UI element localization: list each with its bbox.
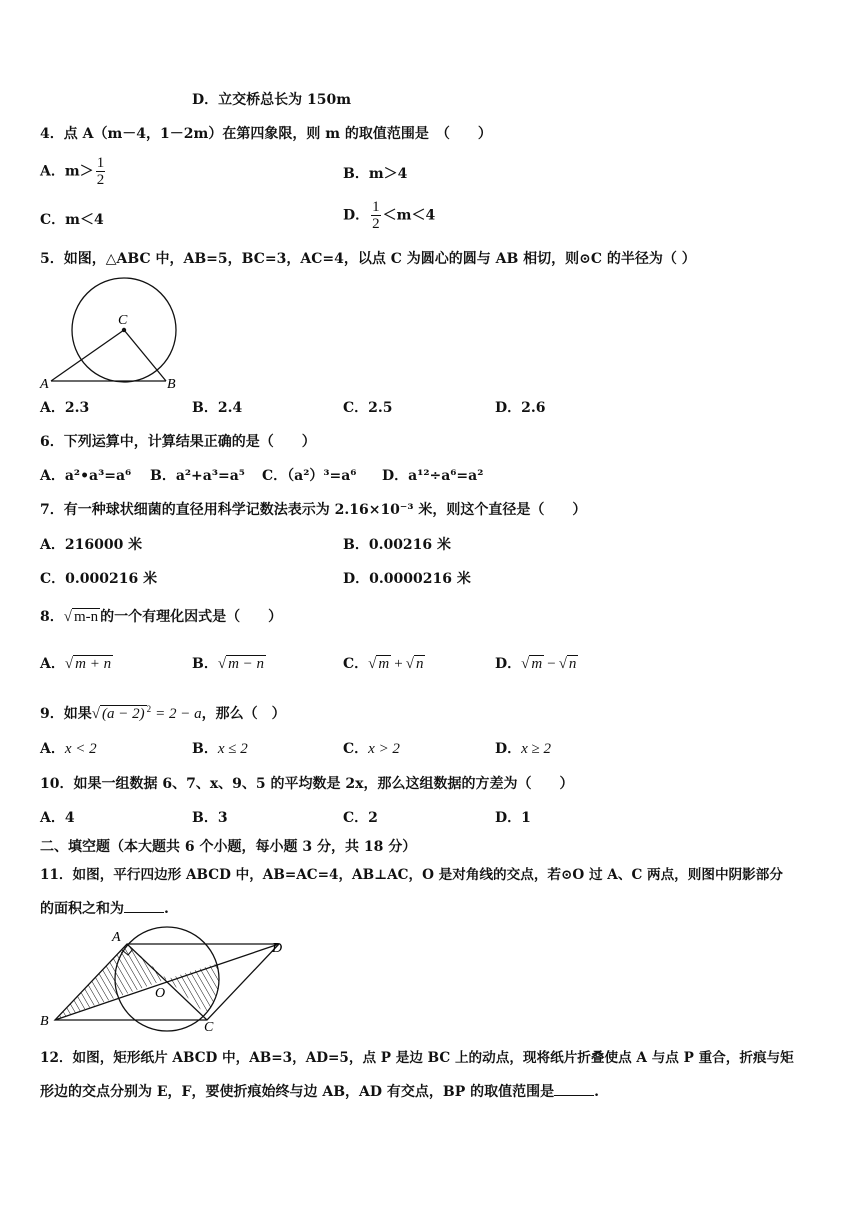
q11-label-a: A — [112, 930, 121, 945]
q6-option-a: A．a²•a³=a⁶ — [40, 468, 132, 484]
q11-label-o: O — [155, 986, 166, 1001]
q4-option-c: C．m＜4 — [40, 212, 104, 228]
q8-option-c-label: C． — [343, 656, 369, 672]
q8-option-d-radicand-2: n — [568, 656, 577, 672]
q4-option-a — [40, 155, 107, 188]
q5-stem: 5．如图，△ABC 中，AB=5，BC=3，AC=4，以点 C 为圆心的圆与 AB 相切，则⊙C 的半径为（ ） — [40, 251, 696, 267]
q9-radicand: (a − 2) — [101, 706, 145, 722]
q5-label-a: A — [40, 377, 49, 392]
q9-option-b-label: B． — [192, 741, 218, 757]
q8-option-a — [40, 655, 113, 673]
q11-label-c: C — [204, 1020, 214, 1035]
q9-option-a — [40, 740, 97, 758]
q8-option-d-radical-2: √ n — [558, 656, 577, 672]
q9-option-c — [343, 740, 400, 758]
q8-option-c — [343, 655, 425, 673]
q5-label-c: C — [118, 313, 128, 328]
q5-option-a: A．2.3 — [40, 400, 90, 416]
q4-option-d-prefix: D． — [343, 207, 370, 224]
q4-option-b: B．m＞4 — [343, 166, 408, 182]
q8-option-a-label: A． — [40, 656, 65, 672]
q9-suffix: ，那么（ ） — [201, 706, 286, 722]
q11-line-1: 11．如图，平行四边形 ABCD 中，AB=AC=4，AB⊥AC，O 是对角线的交点，若⊙O 过 A、C 两点，则图中阴影部分 — [40, 867, 783, 883]
q8-option-c-operator: + — [394, 656, 403, 672]
q8-option-b — [192, 655, 266, 673]
q4-option-a-fraction — [96, 155, 106, 188]
q11-line-2-end: . — [164, 901, 169, 917]
q4-option-a-prefix: A．m＞ — [40, 163, 94, 180]
q11-label-b: B — [40, 1014, 49, 1029]
q8-option-d-radical-1: √ m — [521, 656, 543, 672]
q8-option-c-radical-1: √ m — [368, 656, 390, 672]
q4-option-a-denominator: 2 — [96, 172, 105, 188]
q8-option-d-radicand-1: m — [531, 656, 543, 672]
q9-option-b — [192, 740, 248, 758]
q9-rhs: = 2 − a — [155, 706, 202, 722]
q12-line-2-text: 形边的交点分别为 E，F，要使折痕始终与边 AB，AD 有交点，BP 的取值范围是 — [40, 1084, 555, 1100]
q8-option-b-label: B． — [192, 656, 218, 672]
q4-stem: 4．点 A（m－4，1－2m）在第四象限，则 m 的取值范围是 （ ） — [40, 126, 492, 142]
q8-stem — [40, 608, 282, 626]
q12-line-2 — [40, 1083, 599, 1101]
q5-option-d: D．2.6 — [495, 400, 546, 416]
section-2-title: 二、填空题（本大题共 6 个小题，每小题 3 分，共 18 分） — [40, 839, 417, 855]
q12-answer-blank — [554, 1083, 594, 1096]
q8-option-c-radical-2: √ n — [405, 656, 424, 672]
q8-option-d-operator: − — [547, 656, 556, 672]
q8-number: 8． — [40, 609, 64, 625]
q9-prefix: 9．如果 — [40, 706, 92, 722]
q9-option-d-label: D． — [495, 741, 522, 757]
q7-option-c: C．0.000216 米 — [40, 571, 158, 587]
q11-circle — [115, 927, 219, 1031]
q4-option-a-numerator: 1 — [96, 155, 105, 171]
q12-line-1: 12．如图，矩形纸片 ABCD 中，AB=3，AD=5，点 P 是边 BC 上的动点，现将纸片折叠使点 A 与点 P 重合，折痕与矩 — [40, 1050, 794, 1066]
q8-option-a-radicand: m + n — [75, 656, 112, 672]
q9-option-a-label: A． — [40, 741, 65, 757]
q11-label-d: D — [272, 941, 283, 956]
q4-option-d-denominator: 2 — [372, 216, 380, 232]
q9-option-c-value: x > 2 — [368, 741, 400, 757]
q8-option-d — [495, 655, 578, 673]
q7-option-d: D．0.0000216 米 — [343, 571, 471, 587]
q8-stem-rest: 的一个有理化因式是（ ） — [100, 609, 283, 625]
q4-option-d — [343, 199, 435, 232]
q10-stem: 10．如果一组数据 6、7、x、9、5 的平均数是 2x，那么这组数据的方差为（ ） — [40, 776, 574, 792]
q10-option-c: C．2 — [343, 810, 378, 826]
q9-option-d-value: x ≥ 2 — [521, 741, 552, 757]
q5-option-c: C．2.5 — [343, 400, 393, 416]
q6-option-d: D．a¹²÷a⁶=a² — [382, 468, 484, 484]
q11-answer-blank — [124, 900, 164, 913]
q8-option-b-radical: √ m − n — [217, 656, 265, 672]
q8-radicand: m-n — [73, 609, 99, 625]
q5-center-point — [122, 328, 126, 332]
q6-option-c: C．（a²）³=a⁶ — [262, 468, 357, 484]
q10-option-d: D．1 — [495, 810, 531, 826]
q11-figure — [36, 925, 296, 1035]
q9-option-c-label: C． — [343, 741, 369, 757]
q4-option-d-numerator: 1 — [372, 199, 380, 215]
q9-option-d — [495, 740, 551, 758]
q8-option-b-radicand: m − n — [228, 656, 265, 672]
q8-option-a-radical: √ m + n — [64, 656, 112, 672]
q3-option-d: D．立交桥总长为 150m — [192, 92, 352, 108]
q5-option-b: B．2.4 — [192, 400, 243, 416]
q11-line-2-text: 的面积之和为 — [40, 901, 124, 917]
q12-line-2-end: . — [594, 1084, 600, 1100]
q4-option-d-suffix: ＜m＜4 — [382, 207, 436, 224]
q5-segment-ac — [51, 330, 124, 381]
q9-option-a-value: x < 2 — [64, 741, 97, 757]
q7-option-a: A．216000 米 — [40, 537, 143, 553]
q6-stem: 6．下列运算中，计算结果正确的是（ ） — [40, 434, 316, 450]
q8-option-c-radicand-1: m — [378, 656, 390, 672]
q5-segment-cb — [124, 330, 166, 381]
q5-figure — [36, 270, 186, 394]
q8-option-d-label: D． — [495, 656, 522, 672]
q10-option-b: B．3 — [192, 810, 228, 826]
q8-radical: √ m-n — [63, 609, 99, 625]
q7-option-b: B．0.00216 米 — [343, 537, 452, 553]
q8-option-c-radicand-2: n — [415, 656, 424, 672]
q11-line-2 — [40, 900, 169, 918]
q5-label-b: B — [167, 377, 176, 392]
q4-option-d-fraction — [371, 199, 381, 232]
q10-option-a: A．4 — [40, 810, 75, 826]
q9-exponent: 2 — [146, 704, 152, 714]
q9-option-b-value: x ≤ 2 — [217, 741, 248, 757]
q9-radical: √ (a − 2) $^2$ — [91, 704, 152, 722]
q6-option-b: B．a²+a³=a⁵ — [150, 468, 245, 484]
q9-stem — [40, 700, 286, 723]
q7-stem: 7．有一种球状细菌的直径用科学记数法表示为 2.16×10⁻³ 米，则这个直径是（ ） — [40, 502, 587, 518]
